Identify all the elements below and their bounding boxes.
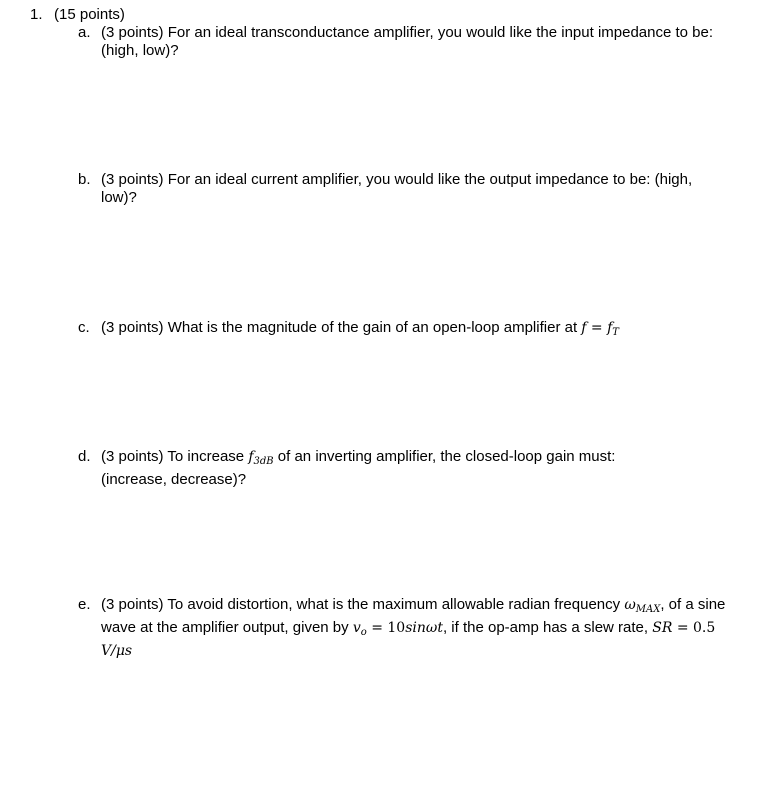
part-letter: a. <box>78 24 91 41</box>
math-sr-value: = 0.5 <box>672 620 716 636</box>
part-text-segment: , if the op-amp has a slew rate, <box>442 619 653 636</box>
question-number: 1. <box>30 6 43 23</box>
part-letter: d. <box>78 448 91 465</box>
part-text-segment: (3 points) To increase <box>101 448 249 465</box>
part-text <box>101 596 731 660</box>
math-f-t: f <box>607 320 613 336</box>
part-text-segment: of an inverting amplifier, the closed-loop gain must: (increase, decrease)? <box>101 448 616 488</box>
math-unit: V/μs <box>101 643 133 659</box>
math-max-subscript: MAX <box>635 604 661 615</box>
part-letter: b. <box>78 171 91 188</box>
math-sin: sinωt <box>405 620 443 636</box>
part-text-segment: (3 points) What is the magnitude of the gain of an open-loop amplifier at <box>101 319 582 336</box>
math-equals-10: = 10 <box>366 620 406 636</box>
question-points: (15 points) <box>54 6 125 23</box>
part-letter: c. <box>78 319 90 336</box>
part-text <box>101 448 681 489</box>
math-equals: = <box>586 320 608 336</box>
math-v: v <box>352 620 361 636</box>
math-o-subscript: o <box>360 627 367 638</box>
math-f: f <box>581 320 587 336</box>
part-text: (3 points) For an ideal current amplifier, you would like the output impedance to be: (high, low)? <box>101 171 693 206</box>
part-text-segment: , of a sine wave at the amplifier output, given by <box>101 596 726 636</box>
part-text-segment: (3 points) To avoid distortion, what is the maximum allowable radian frequency <box>101 596 625 613</box>
part-letter: e. <box>78 596 91 613</box>
math-omega: ω <box>624 597 636 613</box>
math-t-subscript: T <box>612 327 619 338</box>
math-3db-subscript: 3dB <box>253 456 274 467</box>
part-text: (3 points) For an ideal transconductance amplifier, you would like the input impedance to be: (high, low)? <box>101 24 714 59</box>
math-sr: SR <box>652 620 673 636</box>
part-text <box>101 319 726 342</box>
math-f: f <box>248 449 254 465</box>
